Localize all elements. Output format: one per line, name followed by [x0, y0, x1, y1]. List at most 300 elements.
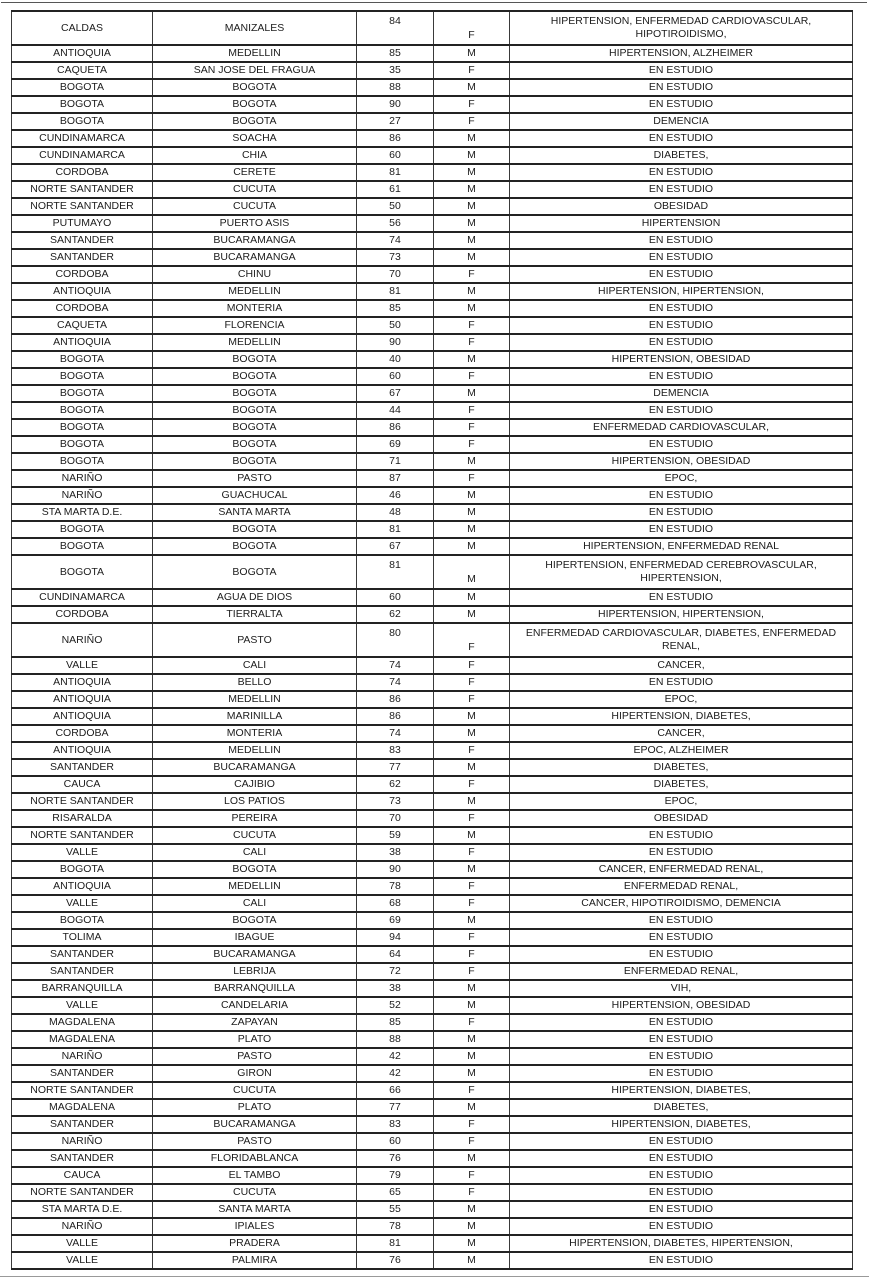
- cell-age: 74: [357, 674, 434, 691]
- table-row: [12, 402, 853, 419]
- table-row: [12, 215, 853, 232]
- cell-sex: F: [434, 368, 510, 385]
- cell-sex: M: [434, 385, 510, 402]
- table-row: [12, 810, 853, 827]
- cell-department: CUNDINAMARCA: [12, 130, 153, 147]
- cell-conditions: EN ESTUDIO: [510, 521, 853, 538]
- cell-sex: M: [434, 1218, 510, 1235]
- cell-conditions: EN ESTUDIO: [510, 1201, 853, 1218]
- cell-conditions: EN ESTUDIO: [510, 1150, 853, 1167]
- cell-age: 42: [357, 1065, 434, 1082]
- cell-department: STA MARTA D.E.: [12, 504, 153, 521]
- cell-city: BOGOTA: [153, 436, 357, 453]
- cell-department: CORDOBA: [12, 606, 153, 623]
- cell-sex: F: [434, 317, 510, 334]
- table-row: [12, 1150, 853, 1167]
- cell-city: CUCUTA: [153, 1184, 357, 1201]
- table-row: [12, 436, 853, 453]
- table-row: [12, 725, 853, 742]
- cell-sex: F: [434, 334, 510, 351]
- cell-department: BOGOTA: [12, 436, 153, 453]
- table-row: [12, 742, 853, 759]
- cell-department: VALLE: [12, 997, 153, 1014]
- cell-age: 68: [357, 895, 434, 912]
- table-row: [12, 317, 853, 334]
- cell-age: 50: [357, 198, 434, 215]
- cell-age: 78: [357, 878, 434, 895]
- cell-age: 65: [357, 1184, 434, 1201]
- cell-sex: M: [434, 912, 510, 929]
- cell-sex: M: [434, 351, 510, 368]
- table-row: [12, 232, 853, 249]
- cell-city: BOGOTA: [153, 912, 357, 929]
- cell-age: 86: [357, 419, 434, 436]
- cell-city: BOGOTA: [153, 113, 357, 130]
- cell-sex: M: [434, 1252, 510, 1269]
- cell-department: BOGOTA: [12, 555, 153, 589]
- cell-sex: M: [434, 708, 510, 725]
- cell-conditions: ENFERMEDAD RENAL,: [510, 878, 853, 895]
- cell-age: 86: [357, 708, 434, 725]
- table-row: [12, 1201, 853, 1218]
- cell-department: CORDOBA: [12, 300, 153, 317]
- cell-department: BOGOTA: [12, 351, 153, 368]
- table-row: [12, 912, 853, 929]
- cell-age: 81: [357, 164, 434, 181]
- cell-department: ANTIOQUIA: [12, 674, 153, 691]
- cell-conditions: EPOC, ALZHEIMER: [510, 742, 853, 759]
- table-row: [12, 538, 853, 555]
- cell-department: ANTIOQUIA: [12, 742, 153, 759]
- cell-sex: F: [434, 96, 510, 113]
- cell-conditions: EN ESTUDIO: [510, 317, 853, 334]
- cell-department: ANTIOQUIA: [12, 334, 153, 351]
- cell-conditions: EN ESTUDIO: [510, 1065, 853, 1082]
- cell-age: 90: [357, 334, 434, 351]
- cell-age: 62: [357, 776, 434, 793]
- cell-conditions: HIPERTENSION, OBESIDAD: [510, 351, 853, 368]
- cell-conditions: HIPERTENSION, DIABETES,: [510, 1082, 853, 1099]
- cell-department: MAGDALENA: [12, 1099, 153, 1116]
- cell-city: PALMIRA: [153, 1252, 357, 1269]
- cell-department: VALLE: [12, 1235, 153, 1252]
- cell-sex: F: [434, 776, 510, 793]
- cell-age: 85: [357, 1014, 434, 1031]
- cell-city: MEDELLIN: [153, 742, 357, 759]
- cell-sex: F: [434, 674, 510, 691]
- cell-department: NARIÑO: [12, 623, 153, 657]
- cropped-row-border-top: [1, 2, 867, 3]
- cell-department: BOGOTA: [12, 96, 153, 113]
- cell-conditions: HIPERTENSION, HIPERTENSION,: [510, 283, 853, 300]
- table-row: [12, 674, 853, 691]
- cell-conditions: CANCER,: [510, 725, 853, 742]
- table-row: [12, 708, 853, 725]
- cell-age: 60: [357, 368, 434, 385]
- cell-conditions: EN ESTUDIO: [510, 589, 853, 606]
- table-row: [12, 79, 853, 96]
- cell-city: PASTO: [153, 470, 357, 487]
- cell-conditions: EN ESTUDIO: [510, 402, 853, 419]
- cell-department: NARIÑO: [12, 1133, 153, 1150]
- cell-city: CUCUTA: [153, 181, 357, 198]
- cell-conditions: EPOC,: [510, 691, 853, 708]
- table-row: [12, 793, 853, 810]
- cell-age: 62: [357, 606, 434, 623]
- cell-department: BARRANQUILLA: [12, 980, 153, 997]
- cell-conditions: HIPERTENSION, HIPERTENSION,: [510, 606, 853, 623]
- cell-city: BUCARAMANGA: [153, 232, 357, 249]
- cell-age: 52: [357, 997, 434, 1014]
- cell-department: NORTE SANTANDER: [12, 827, 153, 844]
- cell-city: BELLO: [153, 674, 357, 691]
- cell-city: MARINILLA: [153, 708, 357, 725]
- cell-conditions: EPOC,: [510, 470, 853, 487]
- cell-age: 66: [357, 1082, 434, 1099]
- cell-sex: F: [434, 62, 510, 79]
- patient-registry-table: [11, 10, 853, 1270]
- cell-age: 74: [357, 725, 434, 742]
- cell-city: IBAGUE: [153, 929, 357, 946]
- cell-age: 90: [357, 861, 434, 878]
- cell-conditions: EN ESTUDIO: [510, 946, 853, 963]
- cell-conditions: EN ESTUDIO: [510, 232, 853, 249]
- cell-age: 71: [357, 453, 434, 470]
- cell-age: 88: [357, 79, 434, 96]
- cell-city: BUCARAMANGA: [153, 249, 357, 266]
- cell-age: 55: [357, 1201, 434, 1218]
- cell-department: NORTE SANTANDER: [12, 793, 153, 810]
- cell-city: CUCUTA: [153, 198, 357, 215]
- cell-age: 38: [357, 980, 434, 997]
- cell-city: SANTA MARTA: [153, 1201, 357, 1218]
- table-row: [12, 878, 853, 895]
- table-row: [12, 181, 853, 198]
- cell-sex: M: [434, 164, 510, 181]
- cell-department: SANTANDER: [12, 759, 153, 776]
- cell-city: BOGOTA: [153, 368, 357, 385]
- cell-age: 61: [357, 181, 434, 198]
- cell-city: BOGOTA: [153, 521, 357, 538]
- cell-sex: F: [434, 419, 510, 436]
- cell-sex: F: [434, 895, 510, 912]
- cell-department: CUNDINAMARCA: [12, 147, 153, 164]
- cell-department: ANTIOQUIA: [12, 708, 153, 725]
- table-row: [12, 504, 853, 521]
- cell-sex: M: [434, 300, 510, 317]
- cell-city: BOGOTA: [153, 861, 357, 878]
- cell-city: FLORIDABLANCA: [153, 1150, 357, 1167]
- cell-department: BOGOTA: [12, 419, 153, 436]
- table-body: [12, 11, 853, 1269]
- cell-city: BOGOTA: [153, 96, 357, 113]
- cell-age: 60: [357, 1133, 434, 1150]
- cell-department: BOGOTA: [12, 385, 153, 402]
- cell-age: 69: [357, 912, 434, 929]
- cell-city: BOGOTA: [153, 385, 357, 402]
- cell-city: PASTO: [153, 623, 357, 657]
- cell-sex: F: [434, 810, 510, 827]
- cell-age: 70: [357, 810, 434, 827]
- cell-sex: M: [434, 1031, 510, 1048]
- cell-city: TIERRALTA: [153, 606, 357, 623]
- cell-sex: M: [434, 538, 510, 555]
- cell-sex: M: [434, 861, 510, 878]
- cell-sex: F: [434, 1082, 510, 1099]
- cell-department: NARIÑO: [12, 1048, 153, 1065]
- cell-department: RISARALDA: [12, 810, 153, 827]
- cell-sex: M: [434, 283, 510, 300]
- cell-department: VALLE: [12, 657, 153, 674]
- cell-age: 69: [357, 436, 434, 453]
- cell-conditions: OBESIDAD: [510, 198, 853, 215]
- cell-sex: M: [434, 1150, 510, 1167]
- cell-city: BOGOTA: [153, 538, 357, 555]
- cell-age: 88: [357, 1031, 434, 1048]
- cell-conditions: EN ESTUDIO: [510, 1218, 853, 1235]
- table-row: [12, 487, 853, 504]
- cell-sex: M: [434, 487, 510, 504]
- cell-city: CHINU: [153, 266, 357, 283]
- cell-sex: F: [434, 844, 510, 861]
- cell-age: 77: [357, 1099, 434, 1116]
- cell-sex: F: [434, 963, 510, 980]
- cell-department: MAGDALENA: [12, 1031, 153, 1048]
- cell-city: PLATO: [153, 1031, 357, 1048]
- cell-age: 83: [357, 1116, 434, 1133]
- cell-age: 60: [357, 589, 434, 606]
- cell-city: EL TAMBO: [153, 1167, 357, 1184]
- table-row: [12, 1167, 853, 1184]
- cell-sex: F: [434, 623, 510, 657]
- cell-department: ANTIOQUIA: [12, 691, 153, 708]
- cell-age: 42: [357, 1048, 434, 1065]
- cell-conditions: HIPERTENSION, DIABETES, HIPERTENSION,: [510, 1235, 853, 1252]
- cell-conditions: EPOC,: [510, 793, 853, 810]
- cell-department: ANTIOQUIA: [12, 878, 153, 895]
- cell-city: BOGOTA: [153, 351, 357, 368]
- cell-conditions: EN ESTUDIO: [510, 1167, 853, 1184]
- cell-conditions: EN ESTUDIO: [510, 827, 853, 844]
- table-row: [12, 164, 853, 181]
- cell-sex: M: [434, 130, 510, 147]
- cell-sex: F: [434, 878, 510, 895]
- cell-department: CAQUETA: [12, 62, 153, 79]
- cell-city: MEDELLIN: [153, 283, 357, 300]
- table-row: [12, 963, 853, 980]
- cell-sex: F: [434, 470, 510, 487]
- cell-department: BOGOTA: [12, 861, 153, 878]
- cell-age: 74: [357, 657, 434, 674]
- cell-city: PASTO: [153, 1048, 357, 1065]
- cell-city: BOGOTA: [153, 419, 357, 436]
- table-row: [12, 300, 853, 317]
- table-row: [12, 827, 853, 844]
- table-row: [12, 555, 853, 589]
- cell-age: 73: [357, 793, 434, 810]
- cell-sex: F: [434, 402, 510, 419]
- cell-department: ANTIOQUIA: [12, 45, 153, 62]
- cell-department: BOGOTA: [12, 368, 153, 385]
- cell-conditions: HIPERTENSION, DIABETES,: [510, 1116, 853, 1133]
- cell-city: BUCARAMANGA: [153, 946, 357, 963]
- cell-department: BOGOTA: [12, 402, 153, 419]
- cell-city: ZAPAYAN: [153, 1014, 357, 1031]
- table-row: [12, 334, 853, 351]
- cell-age: 85: [357, 300, 434, 317]
- cell-sex: M: [434, 606, 510, 623]
- table-row: [12, 96, 853, 113]
- table-row: [12, 1014, 853, 1031]
- cell-conditions: ENFERMEDAD RENAL,: [510, 963, 853, 980]
- cell-department: BOGOTA: [12, 912, 153, 929]
- cell-city: CALI: [153, 895, 357, 912]
- cell-city: BOGOTA: [153, 79, 357, 96]
- cell-age: 50: [357, 317, 434, 334]
- cell-sex: F: [434, 742, 510, 759]
- cell-age: 87: [357, 470, 434, 487]
- cell-department: CAUCA: [12, 1167, 153, 1184]
- cell-conditions: EN ESTUDIO: [510, 844, 853, 861]
- cell-department: CAUCA: [12, 776, 153, 793]
- table-row: [12, 1184, 853, 1201]
- cell-age: 78: [357, 1218, 434, 1235]
- cell-conditions: DIABETES,: [510, 1099, 853, 1116]
- cell-city: CUCUTA: [153, 827, 357, 844]
- cell-age: 83: [357, 742, 434, 759]
- table-row: [12, 895, 853, 912]
- table-row: [12, 1031, 853, 1048]
- cell-conditions: DEMENCIA: [510, 385, 853, 402]
- cell-sex: F: [434, 946, 510, 963]
- cell-sex: M: [434, 725, 510, 742]
- table-row: [12, 929, 853, 946]
- cell-age: 38: [357, 844, 434, 861]
- cell-sex: F: [434, 1116, 510, 1133]
- cell-sex: M: [434, 504, 510, 521]
- cell-conditions: EN ESTUDIO: [510, 334, 853, 351]
- cell-conditions: EN ESTUDIO: [510, 504, 853, 521]
- cell-age: 72: [357, 963, 434, 980]
- cell-conditions: EN ESTUDIO: [510, 912, 853, 929]
- table-row: [12, 691, 853, 708]
- cell-department: SANTANDER: [12, 963, 153, 980]
- cell-sex: F: [434, 1167, 510, 1184]
- cell-conditions: EN ESTUDIO: [510, 1031, 853, 1048]
- cell-department: VALLE: [12, 895, 153, 912]
- cell-sex: M: [434, 79, 510, 96]
- cell-department: BOGOTA: [12, 79, 153, 96]
- cell-conditions: DIABETES,: [510, 147, 853, 164]
- cell-city: BARRANQUILLA: [153, 980, 357, 997]
- cell-city: CERETE: [153, 164, 357, 181]
- cell-age: 48: [357, 504, 434, 521]
- cell-conditions: EN ESTUDIO: [510, 368, 853, 385]
- cell-conditions: HIPERTENSION, ENFERMEDAD CEREBROVASCULAR, HIPERTENSION,: [510, 555, 853, 589]
- cell-city: PASTO: [153, 1133, 357, 1150]
- cell-age: 67: [357, 538, 434, 555]
- cell-city: AGUA DE DIOS: [153, 589, 357, 606]
- cell-conditions: EN ESTUDIO: [510, 1133, 853, 1150]
- cell-age: 35: [357, 62, 434, 79]
- table-row: [12, 283, 853, 300]
- cell-conditions: EN ESTUDIO: [510, 436, 853, 453]
- cell-conditions: EN ESTUDIO: [510, 79, 853, 96]
- table-row: [12, 1235, 853, 1252]
- cell-conditions: CANCER, ENFERMEDAD RENAL,: [510, 861, 853, 878]
- table-row: [12, 997, 853, 1014]
- cell-city: SOACHA: [153, 130, 357, 147]
- cell-sex: M: [434, 1201, 510, 1218]
- cell-city: CANDELARIA: [153, 997, 357, 1014]
- cell-city: CAJIBIO: [153, 776, 357, 793]
- table-row: [12, 844, 853, 861]
- cell-age: 74: [357, 232, 434, 249]
- cell-sex: M: [434, 215, 510, 232]
- table-row: [12, 130, 853, 147]
- cell-sex: F: [434, 1014, 510, 1031]
- cell-conditions: EN ESTUDIO: [510, 249, 853, 266]
- cell-conditions: EN ESTUDIO: [510, 1252, 853, 1269]
- cell-conditions: ENFERMEDAD CARDIOVASCULAR,: [510, 419, 853, 436]
- cell-age: 64: [357, 946, 434, 963]
- table-row: [12, 1048, 853, 1065]
- cell-city: BOGOTA: [153, 453, 357, 470]
- cell-conditions: HIPERTENSION, DIABETES,: [510, 708, 853, 725]
- cell-sex: M: [434, 793, 510, 810]
- cell-sex: F: [434, 113, 510, 130]
- cell-conditions: EN ESTUDIO: [510, 487, 853, 504]
- cell-city: LOS PATIOS: [153, 793, 357, 810]
- cell-sex: M: [434, 249, 510, 266]
- cell-conditions: EN ESTUDIO: [510, 62, 853, 79]
- table-row: [12, 657, 853, 674]
- cell-department: BOGOTA: [12, 538, 153, 555]
- cell-city: IPIALES: [153, 1218, 357, 1235]
- table-row: [12, 1133, 853, 1150]
- cell-conditions: CANCER, HIPOTIROIDISMO, DEMENCIA: [510, 895, 853, 912]
- cell-conditions: OBESIDAD: [510, 810, 853, 827]
- cell-sex: M: [434, 1099, 510, 1116]
- table-row: [12, 623, 853, 657]
- table-row: [12, 589, 853, 606]
- table-row: [12, 266, 853, 283]
- cell-sex: F: [434, 436, 510, 453]
- table-row: [12, 606, 853, 623]
- cell-sex: M: [434, 45, 510, 62]
- cell-city: GIRON: [153, 1065, 357, 1082]
- cell-age: 76: [357, 1150, 434, 1167]
- cell-sex: M: [434, 980, 510, 997]
- cell-sex: F: [434, 1184, 510, 1201]
- cell-sex: M: [434, 589, 510, 606]
- cell-conditions: HIPERTENSION, OBESIDAD: [510, 997, 853, 1014]
- cell-sex: F: [434, 657, 510, 674]
- cell-sex: M: [434, 1235, 510, 1252]
- cell-city: MEDELLIN: [153, 45, 357, 62]
- cropped-row-border-bottom: [0, 1276, 869, 1277]
- cell-sex: F: [434, 266, 510, 283]
- cell-age: 46: [357, 487, 434, 504]
- table-row: [12, 198, 853, 215]
- table-row: [12, 419, 853, 436]
- cell-department: SANTANDER: [12, 1116, 153, 1133]
- cell-city: BOGOTA: [153, 402, 357, 419]
- cell-age: 77: [357, 759, 434, 776]
- cell-conditions: DIABETES,: [510, 776, 853, 793]
- cell-city: PLATO: [153, 1099, 357, 1116]
- table-row: [12, 861, 853, 878]
